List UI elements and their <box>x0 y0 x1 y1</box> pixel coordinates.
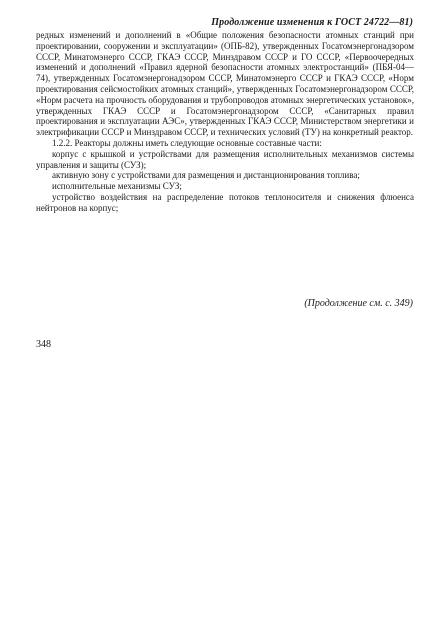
paragraph-clause-1-2-2: 1.2.2. Реакторы должны иметь следующие основные составные части: <box>52 137 322 148</box>
list-item: корпус с крышкой и устройствами для размещения исполнительных механизмов системы управления и защиты (СУЗ); <box>36 148 414 170</box>
continuation-note: (Продолжение см. с. 349) <box>304 298 413 309</box>
list-item: активную зону с устройствами для размещения и дистанционирования топлива; <box>52 170 360 181</box>
page-number: 348 <box>36 339 51 350</box>
paragraph: редных изменений и дополнений в «Общие положения безопасности атомных станций при проектировании, сооружении и эксплуатации» (ОПБ-82), утвержденных Госатомэнергонадзором СССР, Минатомэнерго СССР, ГКАЭ СССР, Минздравом СССР и ГО СССР, «Первоочередных изменений и дополнений «Правил ядерной безопасности атомных электростанций» (ПБЯ-04—74), утвержденных Госатомэнергонадзором СССР, Минатомэнерго СССР и ГКАЭ СССР, «Норм проектирования сейсмостойких атомных станций», утвержденных Госатомэнергонадзором СССР, «Норм расчета на прочность оборудования и трубопроводов атомных энергетических установок», утвержденных ГКАЭ СССР и Госатомэнергонадзором СССР, «Санитарных правил проектирования и эксплуатации АЭС», утвержденных ГКАЭ СССР, Министерством энергетики и электрификации СССР и Минздравом СССР, и технических условий (ТУ) на конкретный реактор. <box>36 30 414 138</box>
body-text <box>36 30 414 214</box>
running-head: Продолжение изменения к ГОСТ 24722—81) <box>211 17 413 28</box>
list-item: устройство воздействия на распределение потоков теплоносителя и снижения флюенса нейтронов на корпус; <box>36 191 414 213</box>
list-item: исполнительные механизмы СУЗ; <box>52 181 182 192</box>
